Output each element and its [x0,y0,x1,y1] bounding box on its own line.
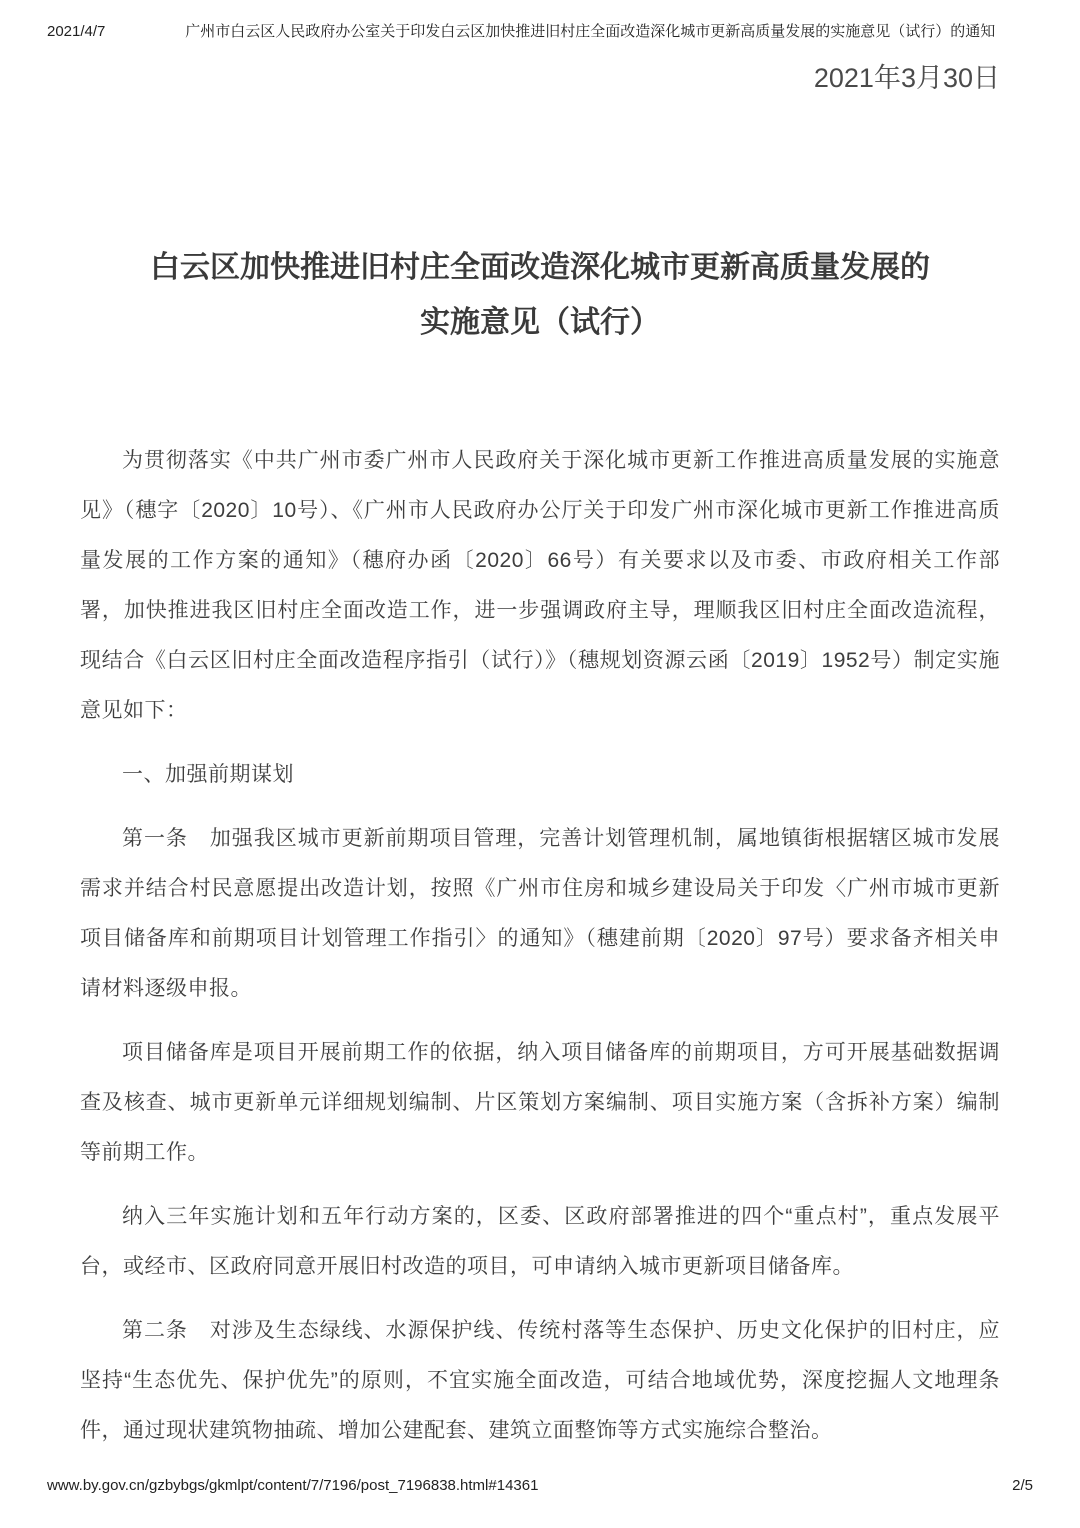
issue-date: 2021年3月30日 [813,63,1000,93]
print-footer [47,1476,1033,1496]
paragraph-article-1: 第一条 加强我区城市更新前期项目管理，完善计划管理机制，属地镇街根据辖区城市发展需求并结合村民意愿提出改造计划，按照《广州市住房和城乡建设局关于印发〈广州市城市更新项目储备库和前期项目计划管理工作指引〉的通知》（穗建前期〔2020〕97号）要求备齐相关申请材料逐级申报。 [80,827,1000,1000]
document-title-line-2: 实施意见（试行） [420,306,660,339]
footer-url: www.by.gov.cn/gzbybgs/gkmlpt/content/7/7196/post_7196838.html#14361 [47,1477,539,1494]
print-header-title: 广州市白云区人民政府办公室关于印发白云区加快推进旧村庄全面改造深化城市更新高质量发展的实施意见（试行）的通知 [185,23,996,40]
document-title [80,240,1000,350]
paragraph-intro: 为贯彻落实《中共广州市委广州市人民政府关于深化城市更新工作推进高质量发展的实施意见》（穗字〔2020〕10号）、《广州市人民政府办公厅关于印发广州市深化城市更新工作推进高质量发展的工作方案的通知》（穗府办函〔2020〕66号）有关要求以及市委、市政府相关工作部署，加快推进我区旧村庄全面改造工作，进一步强调政府主导，理顺我区旧村庄全面改造流程，现结合《白云区旧村庄全面改造程序指引（试行）》（穗规划资源云函〔2019〕1952号）制定实施意见如下： [80,449,1000,722]
footer-page-number: 2/5 [1012,1477,1033,1494]
paragraph-article-2: 第二条 对涉及生态绿线、水源保护线、传统村落等生态保护、历史文化保护的旧村庄，应坚持“生态优先、保护优先”的原则，不宜实施全面改造，可结合地域优势，深度挖掘人文地理条件，通过现状建筑物抽疏、增加公建配套、建筑立面整饰等方式实施综合整治。 [80,1319,1000,1442]
document-title-line-1: 白云区加快推进旧村庄全面改造深化城市更新高质量发展的 [150,251,930,284]
section-heading-1: 一、加强前期谋划 [122,763,294,786]
paragraph-three-year-plan: 纳入三年实施计划和五年行动方案的，区委、区政府部署推进的四个“重点村”，重点发展平台，或经市、区政府同意开展旧村改造的项目，可申请纳入城市更新项目储备库。 [80,1205,1000,1278]
document-content [80,0,1000,1456]
paragraph-reserve-library: 项目储备库是项目开展前期工作的依据，纳入项目储备库的前期项目，方可开展基础数据调查及核查、城市更新单元详细规划编制、片区策划方案编制、项目实施方案（含拆补方案）编制等前期工作。 [80,1041,1000,1164]
print-date: 2021/4/7 [47,23,106,40]
